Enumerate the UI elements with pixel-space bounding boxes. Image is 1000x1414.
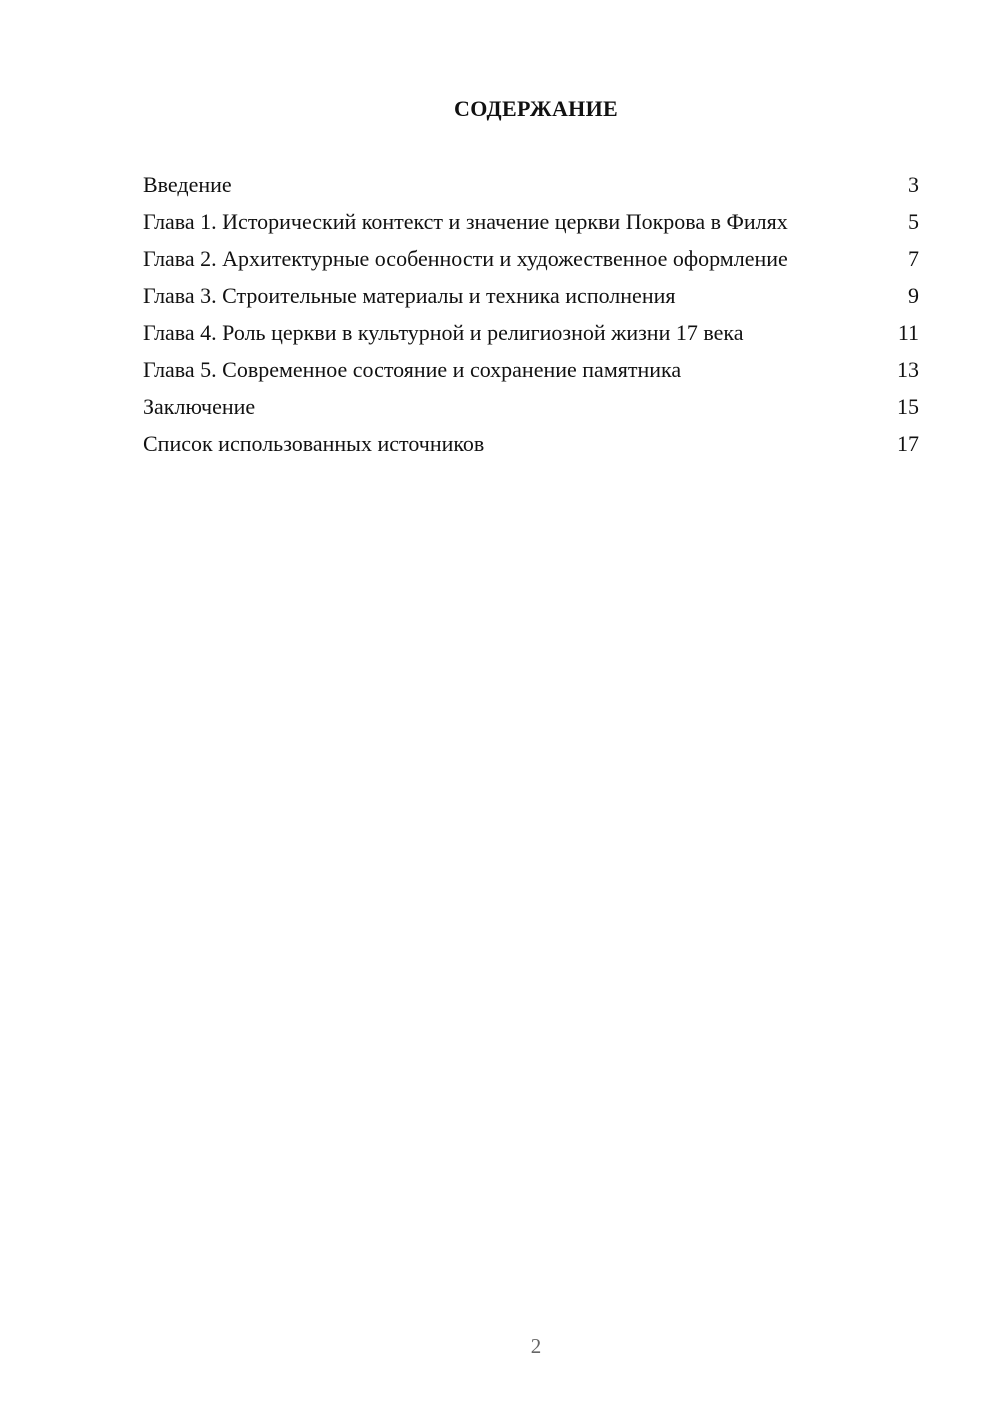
table-of-contents [143,172,919,468]
toc-entry-title: Введение [143,172,232,197]
toc-entry-conclusion [143,394,919,420]
toc-entry-title: Глава 5. Современное состояние и сохранение памятника [143,357,682,382]
toc-entry-page: 7 [908,246,919,271]
toc-entry-title: Глава 2. Архитектурные особенности и художественное оформление [143,246,788,271]
toc-entry-page: 15 [897,394,919,419]
toc-heading: СОДЕРЖАНИЕ [454,96,618,121]
toc-entry-references [143,431,919,457]
toc-entry-chapter-2 [143,246,919,272]
toc-entry-page: 11 [897,320,919,345]
toc-entry-page: 9 [908,283,919,308]
toc-entry-title: Глава 3. Строительные материалы и техника исполнения [143,283,676,308]
toc-entry-title: Список использованных источников [143,431,485,456]
toc-entry-title: Глава 4. Роль церкви в культурной и религиозной жизни 17 века [143,320,744,345]
toc-entry-chapter-3 [143,283,919,309]
toc-entry-page: 5 [908,209,919,234]
toc-entry-chapter-4 [143,320,919,346]
toc-entry-page: 17 [897,431,919,456]
toc-entry-introduction [143,172,919,198]
toc-entry-chapter-1 [143,209,919,235]
toc-entry-chapter-5 [143,357,919,383]
toc-entry-title: Глава 1. Исторический контекст и значение церкви Покрова в Филях [143,209,788,234]
toc-entry-page: 13 [897,357,919,382]
toc-entry-title: Заключение [143,394,256,419]
page-number: 2 [530,1334,542,1358]
toc-entry-page: 3 [908,172,919,197]
